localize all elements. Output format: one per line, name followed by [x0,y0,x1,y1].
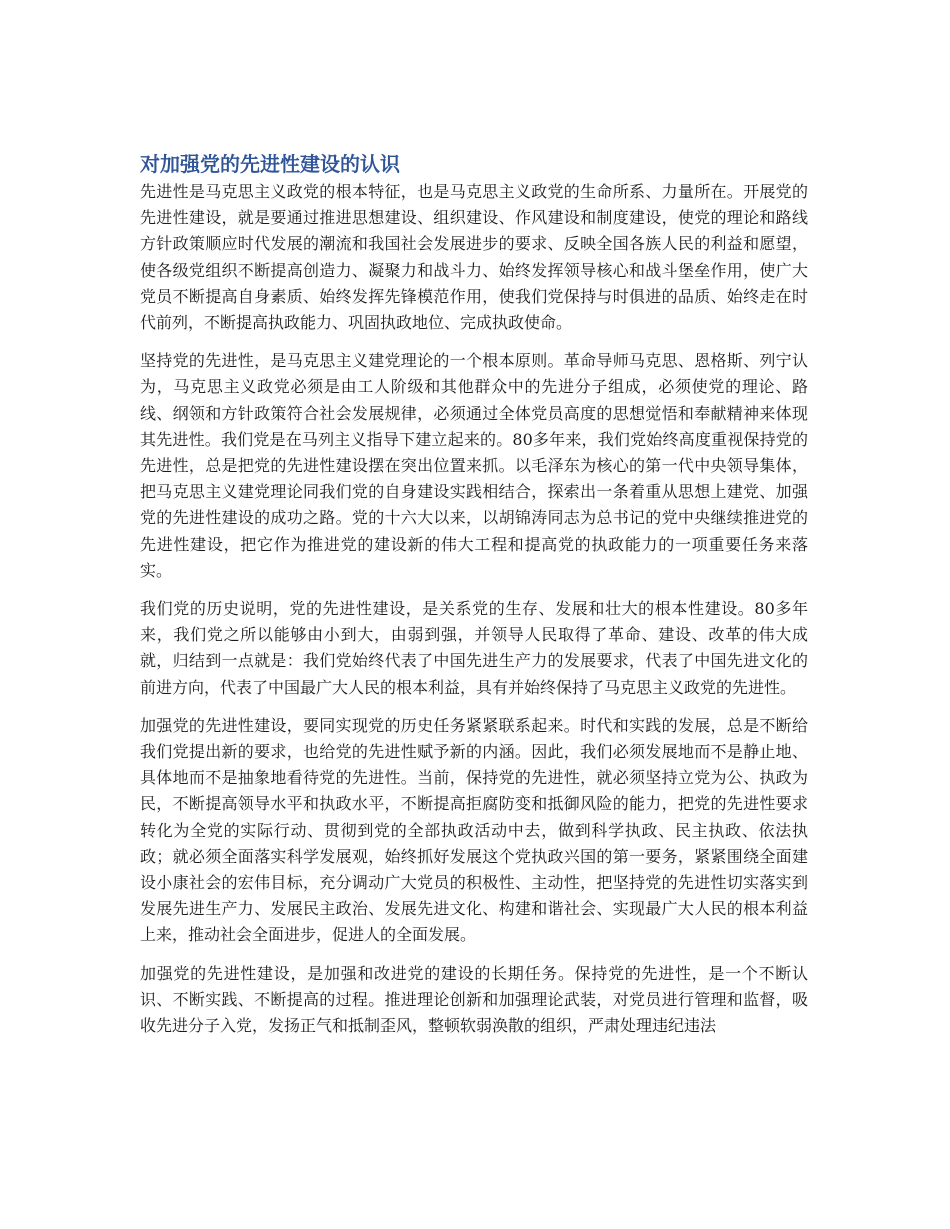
paragraph-5: 加强党的先进性建设，是加强和改进党的建设的长期任务。保持党的先进性，是一个不断认识、不断实践、不断提高的过程。推进理论创新和加强理论武装，对党员进行管理和监督，吸收先进分子入党，发扬正气和抵制歪风，整顿软弱涣散的组织，严肃处理违纪违法 [140,963,808,1036]
paragraph-4: 加强党的先进性建设，要同实现党的历史任务紧紧联系起来。时代和实践的发展，总是不断给我们党提出新的要求，也给党的先进性赋予新的内涵。因此，我们必须发展地而不是静止地、具体地而不是抽象地看待党的先进性。当前，保持党的先进性，就必须坚持立党为公、执政为民，不断提高领导水平和执政水平，不断提高拒腐防变和抵御风险的能力，把党的先进性要求转化为全党的实际行动、贯彻到党的全部执政活动中去，做到科学执政、民主执政、依法执政；就必须全面落实科学发展观，始终抓好发展这个党执政兴国的第一要务，紧紧围绕全面建设小康社会的宏伟目标，充分调动广大党员的积极性、主动性，把坚持党的先进性切实落实到发展先进生产力、发展民主政治、发展先进文化、构建和谐社会、实现最广大人民的根本利益上来，推动社会全面进步，促进人的全面发展。 [140,715,808,945]
document-title: 对加强党的先进性建设的认识 [140,152,400,176]
document-body [140,150,808,1051]
paragraph-1: 先进性是马克思主义政党的根本特征，也是马克思主义政党的生命所系、力量所在。开展党的先进性建设，就是要通过推进思想建设、组织建设、作风建设和制度建设，使党的理论和路线方针政策顺应时代发展的潮流和我国社会发展进步的要求、反映全国各族人民的利益和愿望，使各级党组织不断提高创造力、凝聚力和战斗力、始终发挥领导核心和战斗堡垒作用，使广大党员不断提高自身素质、始终发挥先锋模范作用，使我们党保持与时俱进的品质、始终走在时代前列，不断提高执政能力、巩固执政地位、完成执政使命。 [140,182,808,333]
paragraph-3: 我们党的历史说明，党的先进性建设，是关系党的生存、发展和壮大的根本性建设。80多年来，我们党之所以能够由小到大，由弱到强，并领导人民取得了革命、建设、改革的伟大成就，归结到一点就是：我们党始终代表了中国先进生产力的发展要求，代表了中国先进文化的前进方向，代表了中国最广大人民的根本利益，具有并始终保持了马克思主义政党的先进性。 [140,599,808,697]
paragraph-2: 坚持党的先进性，是马克思主义建党理论的一个根本原则。革命导师马克思、恩格斯、列宁认为，马克思主义政党必须是由工人阶级和其他群众中的先进分子组成，必须使党的理论、路线、纲领和方针政策符合社会发展规律，必须通过全体党员高度的思想觉悟和奉献精神来体现其先进性。我们党是在马列主义指导下建立起来的。80多年来，我们党始终高度重视保持党的先进性，总是把党的先进性建设摆在突出位置来抓。以毛泽东为核心的第一代中央领导集体，把马克思主义建党理论同我们党的自身建设实践相结合，探索出一条着重从思想上建党、加强党的先进性建设的成功之路。党的十六大以来，以胡锦涛同志为总书记的党中央继续推进党的先进性建设，把它作为推进党的建设新的伟大工程和提高党的执政能力的一项重要任务来落实。 [140,351,808,580]
